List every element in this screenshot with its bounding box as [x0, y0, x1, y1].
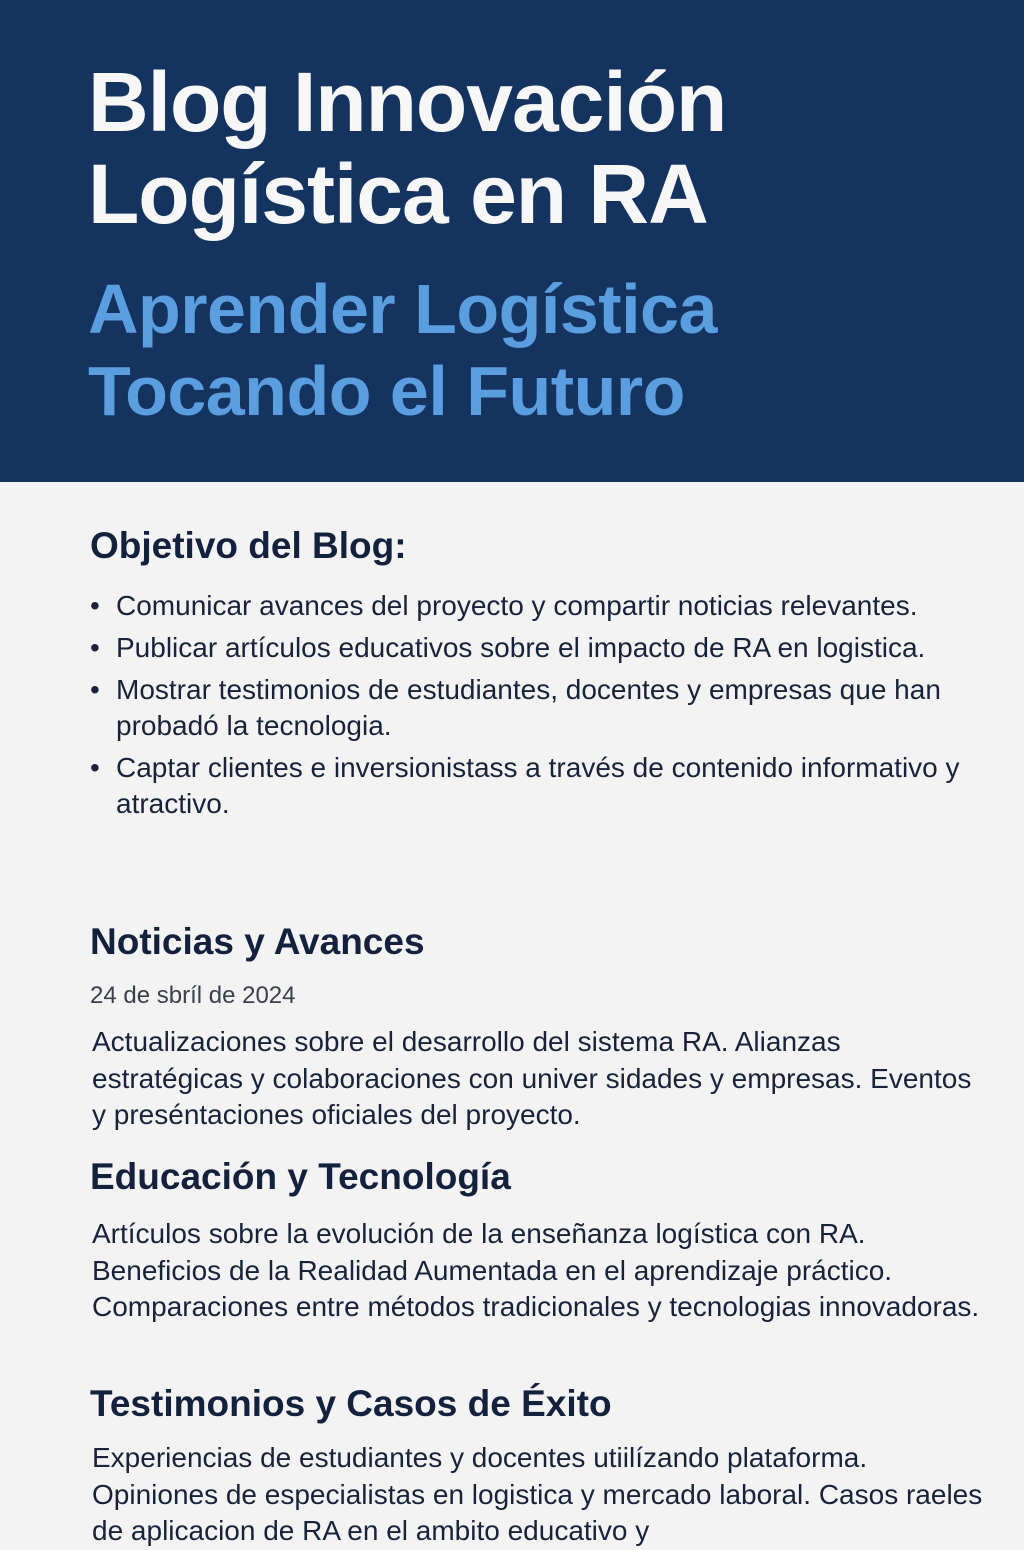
hero-banner [0, 0, 1024, 482]
page-subtitle: Aprender Logística Tocando el Futuro [88, 270, 717, 430]
testimonials-heading: Testimonios y Casos de Éxito [90, 1383, 612, 1424]
news-date: 24 de sbríl de 2024 [90, 982, 296, 1009]
list-item: • Mostrar testimonios de estudiantes, docentes y empresas que han probadó la tecnologia. [90, 672, 970, 744]
news-heading: Noticias y Avances [90, 921, 425, 962]
objective-list [90, 588, 970, 828]
page-title: Blog Innovación Logística en RA [88, 55, 727, 241]
news-paragraph: Actualizaciones sobre el desarrollo del sistema RA. Alianzas estratégicas y colaboraciones con univer sidades y empresas. Eventos y preséntaciones oficiales del proyecto. [92, 1026, 972, 1130]
education-heading: Educación y Tecnología [90, 1156, 511, 1197]
list-item: • Captar clientes e inversionistass a través de contenido informativo y atractivo. [90, 750, 970, 822]
list-item: • Publicar artículos educativos sobre el impacto de RA en logistica. [90, 630, 970, 666]
education-paragraph: Artículos sobre la evolución de la enseñanza logística con RA. Beneficios de la Realidad Aumentada en el aprendizaje práctico. Comparaciones entre métodos tradicionales y tecnologias innovadoras. [92, 1218, 980, 1322]
objective-heading: Objetivo del Blog: [90, 525, 407, 566]
testimonials-paragraph: Experiencias de estudiantes y docentes utiilízando plataforma. Opiniones de especialistas en logistica y mercado laboral. Casos raeles de aplicacion de RA en el ambito educativo y [92, 1442, 983, 1546]
list-item: • Comunicar avances del proyecto y compartir noticias relevantes. [90, 588, 970, 624]
